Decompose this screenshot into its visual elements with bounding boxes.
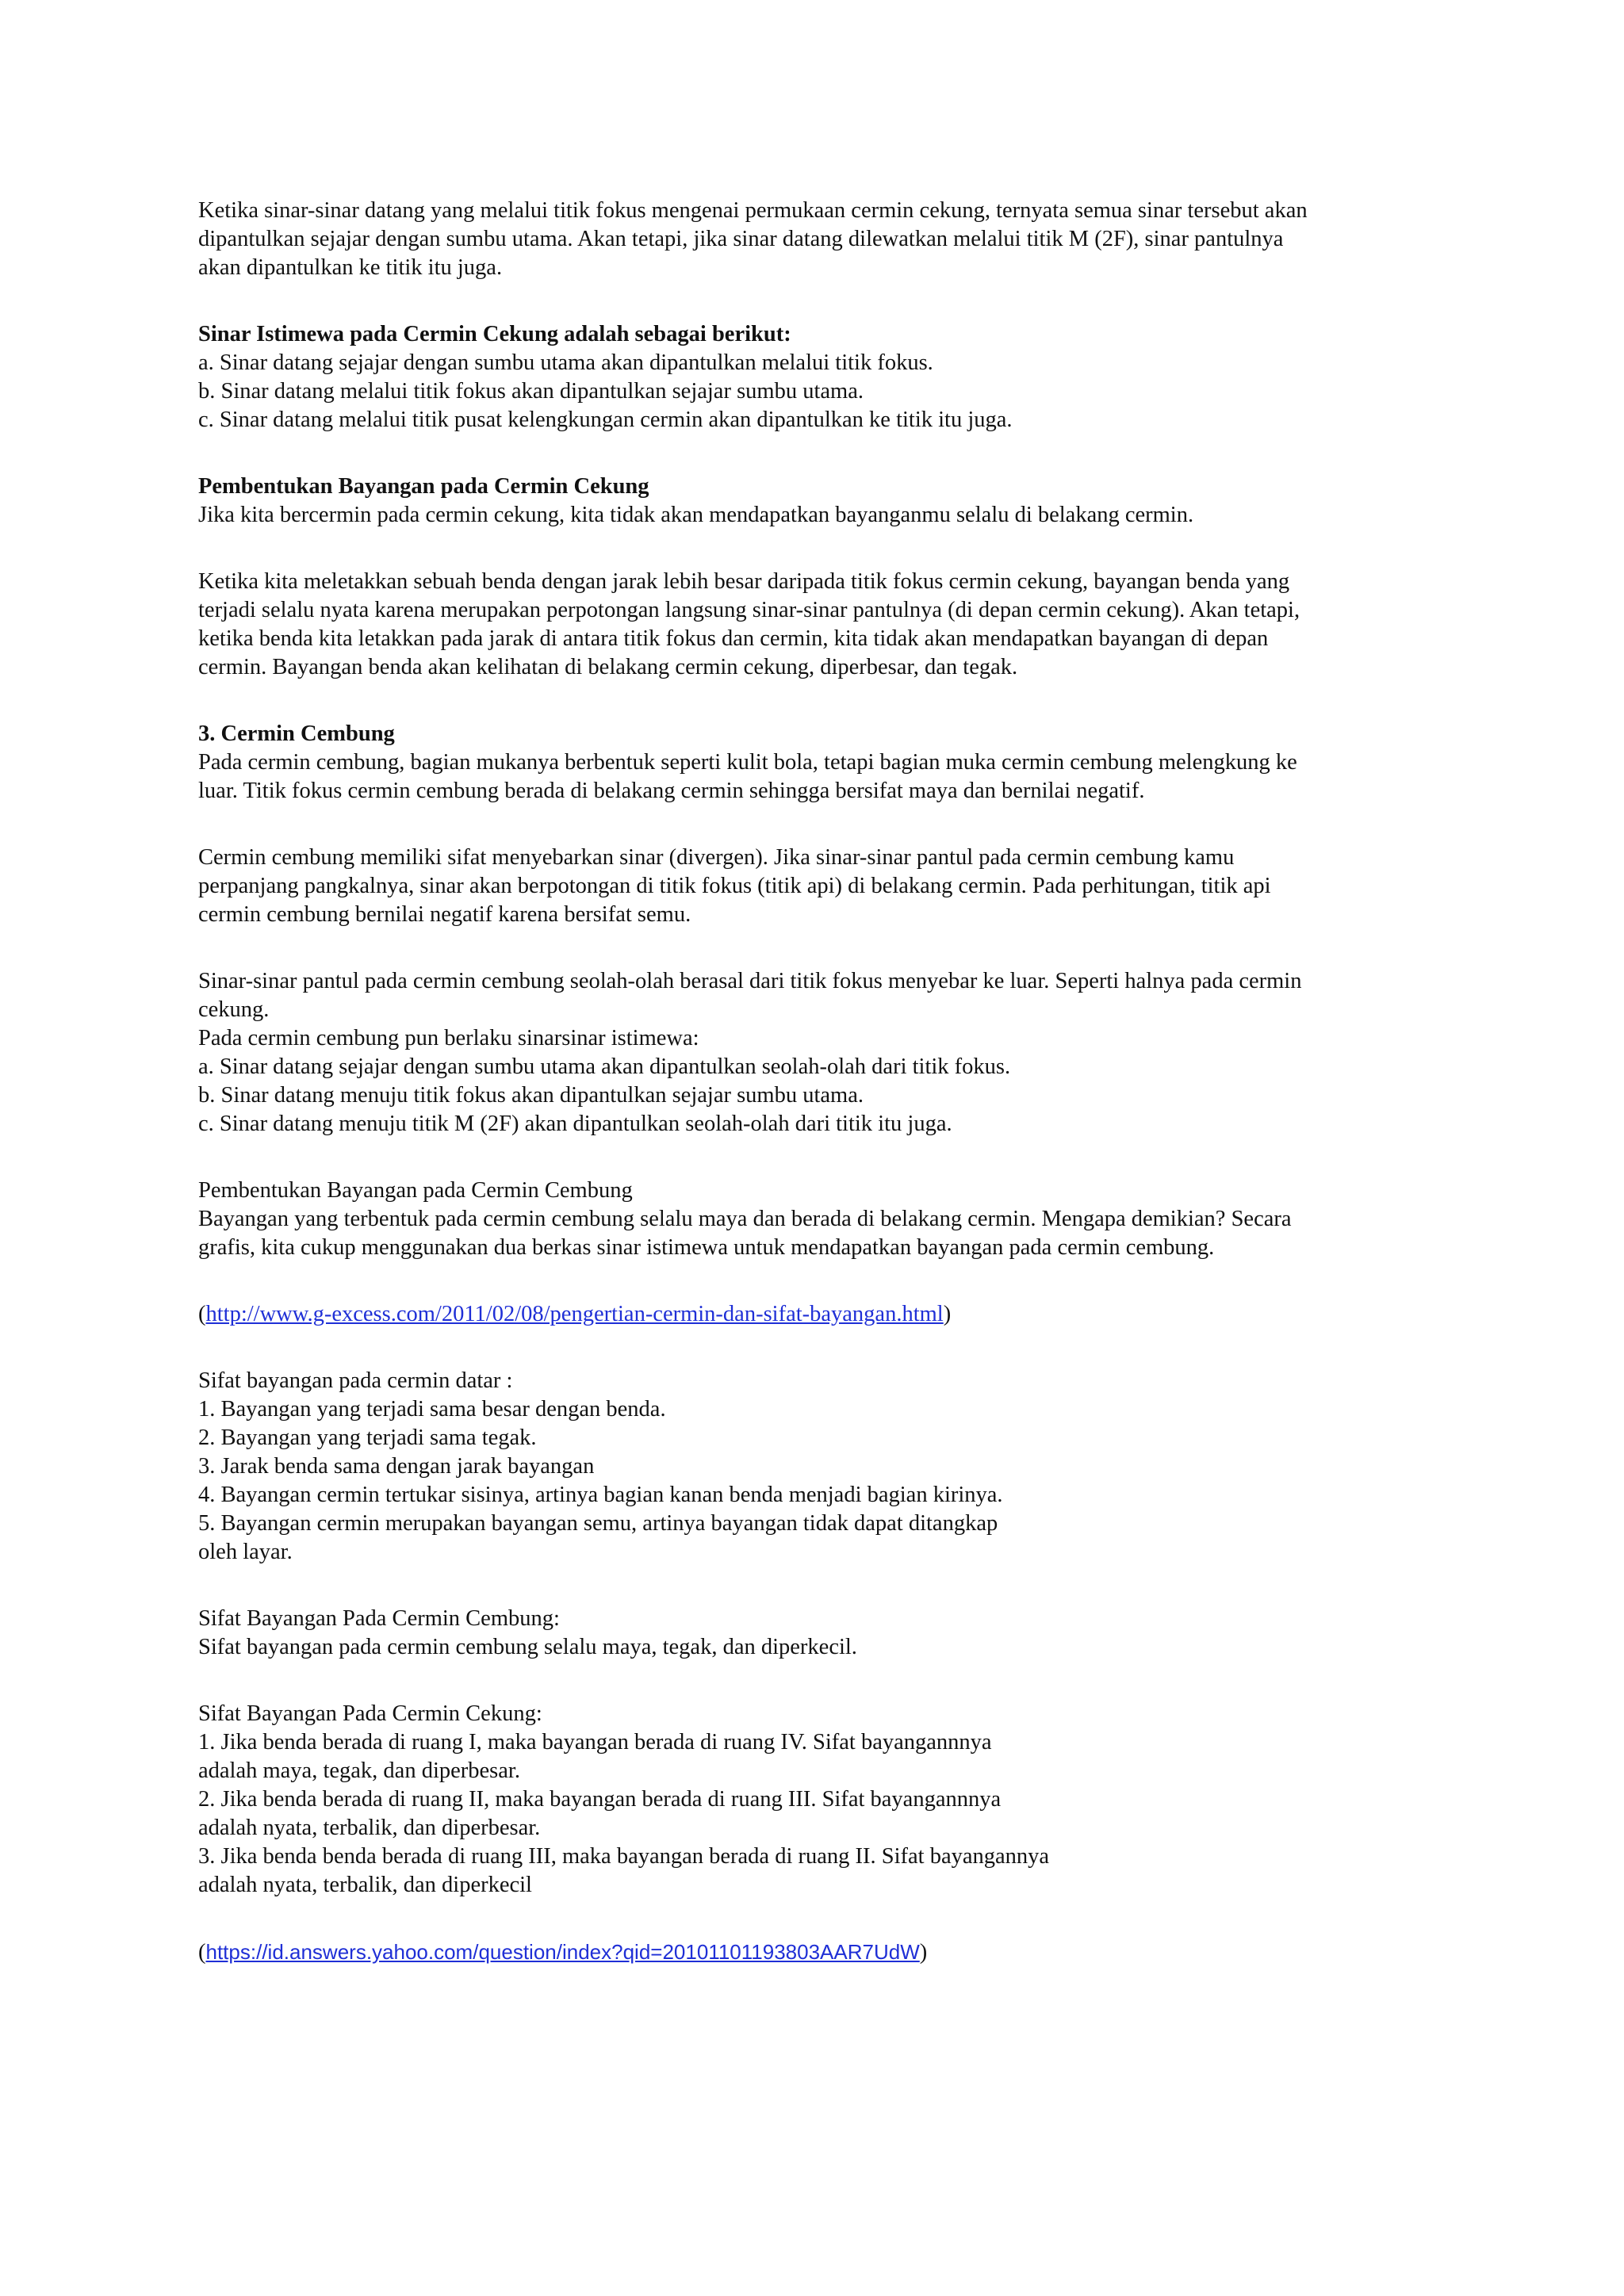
list-item: b. Sinar datang menuju titik fokus akan dipantulkan sejajar sumbu utama. (198, 1083, 864, 1108)
cermin-cembung-section (198, 720, 1435, 806)
pembentukan-cekung-paragraph (198, 568, 1435, 682)
section-heading: Sifat bayangan pada cermin datar : (198, 1368, 513, 1393)
list-item: 1. Jika benda berada di ruang I, maka bayangan berada di ruang IV. Sifat bayangannnya (198, 1730, 992, 1755)
cermin-cembung-paragraph-2 (198, 844, 1435, 929)
document-page (198, 197, 1435, 1967)
paragraph-line: Cermin cembung memiliki sifat menyebarkan sinar (divergen). Jika sinar-sinar pantul pada cermin cembung kamu (198, 845, 1235, 870)
section-heading: Pembentukan Bayangan pada Cermin Cekung (198, 474, 649, 499)
list-item: 5. Bayangan cermin merupakan bayangan semu, artinya bayangan tidak dapat ditangkap (198, 1511, 998, 1536)
paren-close: ) (943, 1302, 952, 1326)
paragraph-line: Pada cermin cembung pun berlaku sinarsinar istimewa: (198, 1026, 699, 1050)
reference-link-yahoo-answers[interactable]: https://id.answers.yahoo.com/question/index?qid=20101101193803AAR7UdW (205, 1940, 920, 1964)
paragraph-line: luar. Titik fokus cermin cembung berada di belakang cermin sehingga bersifat maya dan bernilai negatif. (198, 779, 1145, 803)
paragraph-line: Pada cermin cembung, bagian mukanya berbentuk seperti kulit bola, tetapi bagian muka cermin cembung melengkung ke (198, 750, 1297, 775)
list-item: 2. Jika benda berada di ruang II, maka bayangan berada di ruang III. Sifat bayangannnya (198, 1787, 1002, 1812)
list-item: 3. Jika benda benda berada di ruang III, maka bayangan berada di ruang II. Sifat bayangannya (198, 1844, 1050, 1869)
paragraph-line: cermin cembung bernilai negatif karena bersifat semu. (198, 902, 691, 927)
paragraph-line: Ketika sinar-sinar datang yang melalui titik fokus mengenai permukaan cermin cekung, ternyata semua sinar tersebut akan (198, 198, 1308, 223)
list-item: c. Sinar datang melalui titik pusat kelengkungan cermin akan dipantulkan ke titik itu juga. (198, 408, 1013, 432)
reference-1 (198, 1300, 1435, 1329)
paragraph-line: dipantulkan sejajar dengan sumbu utama. Akan tetapi, jika sinar datang dilewatkan melalui titik M (2F), sinar pantulnya (198, 227, 1284, 251)
intro-paragraph (198, 197, 1435, 282)
paragraph-line: Jika kita bercermin pada cermin cekung, kita tidak akan mendapatkan bayanganmu selalu di belakang cermin. (198, 503, 1194, 527)
list-item: b. Sinar datang melalui titik fokus akan dipantulkan sejajar sumbu utama. (198, 379, 864, 404)
list-item: 1. Bayangan yang terjadi sama besar dengan benda. (198, 1397, 666, 1422)
list-item: oleh layar. (198, 1540, 293, 1564)
section-heading: Pembentukan Bayangan pada Cermin Cembung (198, 1178, 633, 1203)
section-heading: Sinar Istimewa pada Cermin Cekung adalah sebagai berikut: (198, 322, 791, 346)
cermin-cembung-paragraph-3 (198, 967, 1435, 1138)
paren-close: ) (919, 1940, 928, 1965)
paren-open: ( (198, 1940, 206, 1965)
paragraph-line: terjadi selalu nyata karena merupakan perpotongan langsung sinar-sinar pantulnya (di depan cermin cekung). Akan tetapi, (198, 598, 1300, 622)
list-item: 3. Jarak benda sama dengan jarak bayangan (198, 1454, 595, 1479)
sinar-istimewa-cekung-section (198, 320, 1435, 434)
reference-link-g-excess[interactable]: http://www.g-excess.com/2011/02/08/pengertian-cermin-dan-sifat-bayangan.html (205, 1302, 944, 1326)
section-heading: 3. Cermin Cembung (198, 721, 395, 746)
section-heading: Sifat Bayangan Pada Cermin Cembung: (198, 1606, 560, 1631)
pembentukan-cembung-section (198, 1177, 1435, 1262)
list-item: adalah nyata, terbalik, dan diperbesar. (198, 1816, 541, 1840)
list-item: adalah nyata, terbalik, dan diperkecil (198, 1873, 532, 1897)
sifat-cekung-section (198, 1700, 1435, 1900)
paragraph-line: akan dipantulkan ke titik itu juga. (198, 255, 503, 280)
paragraph-line: Sifat bayangan pada cermin cembung selalu maya, tegak, dan diperkecil. (198, 1635, 857, 1659)
list-item: 2. Bayangan yang terjadi sama tegak. (198, 1425, 537, 1450)
paragraph-line: Sinar-sinar pantul pada cermin cembung seolah-olah berasal dari titik fokus menyebar ke luar. Seperti halnya pada cermin (198, 969, 1302, 993)
list-item: 4. Bayangan cermin tertukar sisinya, artinya bagian kanan benda menjadi bagian kirinya. (198, 1483, 1003, 1507)
paragraph-line: Bayangan yang terbentuk pada cermin cembung selalu maya dan berada di belakang cermin. Mengapa demikian? Secara (198, 1207, 1292, 1231)
list-item: adalah maya, tegak, dan diperbesar. (198, 1758, 520, 1783)
paragraph-line: Ketika kita meletakkan sebuah benda dengan jarak lebih besar daripada titik fokus cermin cekung, bayangan benda yang (198, 569, 1290, 594)
paragraph-line: cekung. (198, 997, 270, 1022)
list-item: a. Sinar datang sejajar dengan sumbu utama akan dipantulkan melalui titik fokus. (198, 350, 933, 375)
paragraph-line: grafis, kita cukup menggunakan dua berkas sinar istimewa untuk mendapatkan bayangan pada cermin cembung. (198, 1235, 1215, 1260)
list-item: a. Sinar datang sejajar dengan sumbu utama akan dipantulkan seolah-olah dari titik fokus. (198, 1054, 1011, 1079)
list-item: c. Sinar datang menuju titik M (2F) akan dipantulkan seolah-olah dari titik itu juga. (198, 1112, 952, 1136)
reference-2 (198, 1938, 1435, 1967)
paragraph-line: perpanjang pangkalnya, sinar akan berpotongan di titik fokus (titik api) di belakang cermin. Pada perhitungan, titik api (198, 874, 1271, 898)
paragraph-line: ketika benda kita letakkan pada jarak di antara titik fokus dan cermin, kita tidak akan mendapatkan bayangan di depan (198, 626, 1269, 651)
paragraph-line: cermin. Bayangan benda akan kelihatan di belakang cermin cekung, diperbesar, dan tegak. (198, 655, 1018, 679)
sifat-datar-section (198, 1367, 1435, 1567)
pembentukan-cekung-section (198, 473, 1435, 530)
sifat-cembung-section (198, 1605, 1435, 1662)
paren-open: ( (198, 1302, 206, 1326)
section-heading: Sifat Bayangan Pada Cermin Cekung: (198, 1701, 542, 1726)
